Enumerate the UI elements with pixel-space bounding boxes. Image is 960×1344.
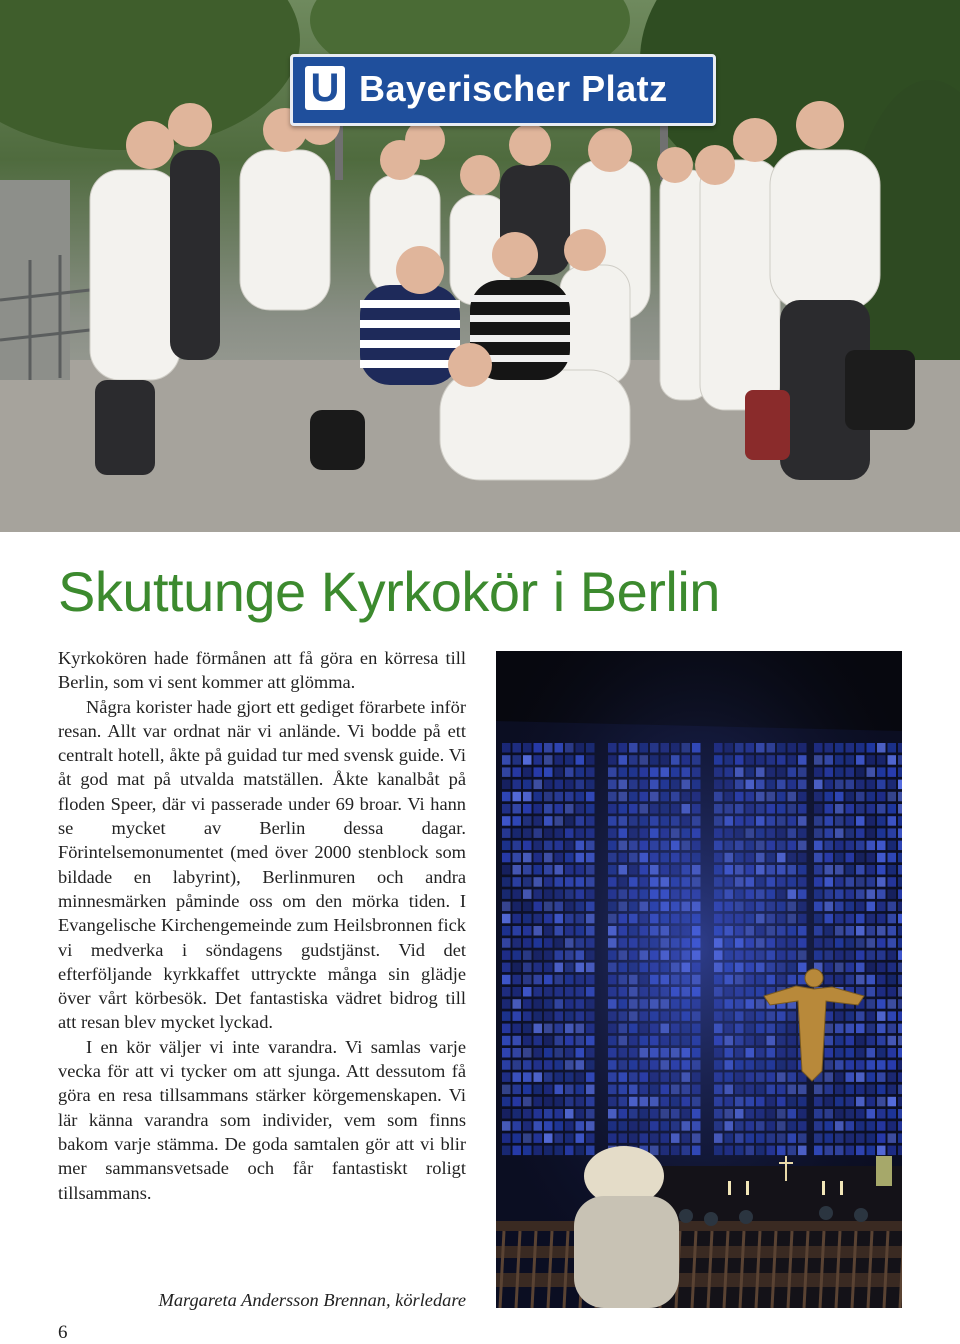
station-sign bbox=[290, 54, 716, 126]
church-interior-photo bbox=[496, 651, 902, 1308]
u-bahn-logo: U bbox=[305, 66, 345, 110]
article-title: Skuttunge Kyrkokör i Berlin bbox=[58, 560, 720, 623]
author-signature: Margareta Andersson Brennan, körledare bbox=[158, 1290, 466, 1310]
group-photo bbox=[0, 0, 960, 532]
paragraph-1: Kyrkokören hade förmånen att få göra en körresa till Berlin, som vi sent kommer att glömma. bbox=[58, 648, 466, 693]
page-number: 6 bbox=[58, 1322, 68, 1343]
paragraph-3: I en kör väljer vi inte varandra. Vi samlas varje vecka för att vi tycker om att sjunga. Att dessutom få göra en resa tillsammans stärker körgemenskapen. Vi lär känna varandra som individer, vem som finns bakom varje stämma. De goda samtalen gör att vi blir mer sammansvetsade och får fantastiskt roligt tillsammans. bbox=[58, 1036, 466, 1203]
church-scene bbox=[496, 651, 902, 1308]
station-name: Bayerischer Platz bbox=[359, 68, 668, 109]
article-body bbox=[58, 646, 466, 1205]
paragraph-2: Några korister hade gjort ett gediget förarbete inför resan. Allt var ordnat när vi anlände. Vi bodde på ett centralt hotell, åkte på guidad tur med svensk guide. Vi åt god mat på utvalda matställen. Åkte kanalbåt på floden Speer, där vi passerade under 69 broar. Vi hann se mycket av Berlin dessa dagar. Förintelsemonumentet (med över 2000 stenblock som bildade en labyrint), Berlinmuren och andra minnesmärken påminde oss om den mörka tiden. I Evangelische Kirchengemeinde zum Heilsbronnen fick vi medverka i söndagens gudstjänst. Vid det efterföljande kyrkkaffet uttryckte många sin glädje över vårt körbesök. Det fantastiska vädret bidrog till att resan blev mycket lyckad. bbox=[58, 696, 466, 1033]
